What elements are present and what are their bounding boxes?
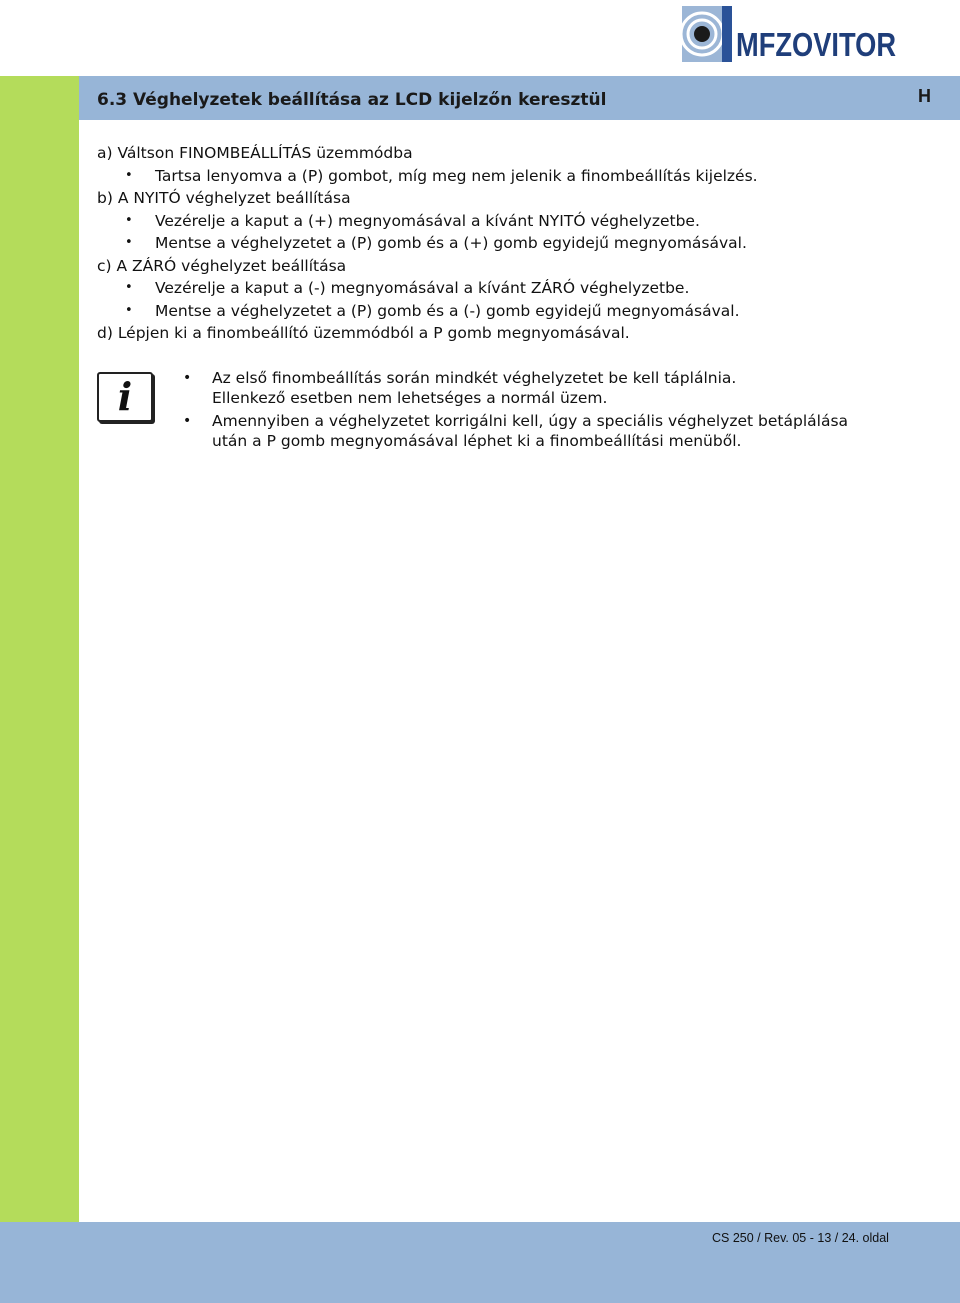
info-note (183, 368, 903, 454)
page-footer: CS 250 / Rev. 05 - 13 / 24. oldal (712, 1231, 889, 1245)
step-a-bullet-1: • Tartsa lenyomva a (P) gombot, míg meg nem jelenik a finombeállítás kijelzés. (97, 165, 937, 188)
info-item-2-line-2: után a P gomb megnyomásával léphet ki a finombeállítási menüből. (212, 432, 742, 450)
info-item-1 (183, 368, 903, 408)
info-item-2-line-1: • Amennyiben a véghelyzetet korrigálni kell, úgy a speciális véghelyzet betáplálása (212, 412, 849, 430)
info-item-1-line-1: • Az első finombeállítás során mindkét véghelyzetet be kell táplálnia. (212, 369, 737, 387)
instructions (97, 142, 937, 345)
step-c-bullet-1: • Vezérelje a kaput a (-) megnyomásával a kívánt ZÁRÓ véghelyzetbe. (97, 277, 937, 300)
step-c-heading: c) A ZÁRÓ véghelyzet beállítása (97, 256, 347, 275)
logo-text: MFZOVITOR (736, 26, 897, 63)
info-item-1-line-2: Ellenkező esetben nem lehetséges a normál üzem. (212, 389, 608, 407)
side-accent-bar (0, 76, 79, 1222)
company-logo (680, 4, 900, 64)
step-c-bullet-2: • Mentse a véghelyzetet a (P) gomb és a (-) gomb egyidejű megnyomásával. (97, 300, 937, 323)
step-b-bullet-1: • Vezérelje a kaput a (+) megnyomásával a kívánt NYITÓ véghelyzetbe. (97, 210, 937, 233)
info-icon (97, 372, 153, 422)
step-d-heading: d) Lépjen ki a finombeállító üzemmódból a P gomb megnyomásával. (97, 324, 630, 342)
language-code: H (918, 86, 931, 106)
step-b-heading: b) A NYITÓ véghelyzet beállítása (97, 189, 351, 207)
info-icon-glyph: i (117, 374, 133, 419)
info-item-2 (183, 411, 903, 451)
step-a-heading: a) Váltson FINOMBEÁLLÍTÁS üzemmódba (97, 144, 413, 162)
section-title: 6.3 Véghelyzetek beállítása az LCD kijelzőn keresztül (97, 90, 607, 110)
step-b-bullet-2: • Mentse a véghelyzetet a (P) gomb és a (+) gomb egyidejű megnyomásával. (97, 232, 937, 255)
